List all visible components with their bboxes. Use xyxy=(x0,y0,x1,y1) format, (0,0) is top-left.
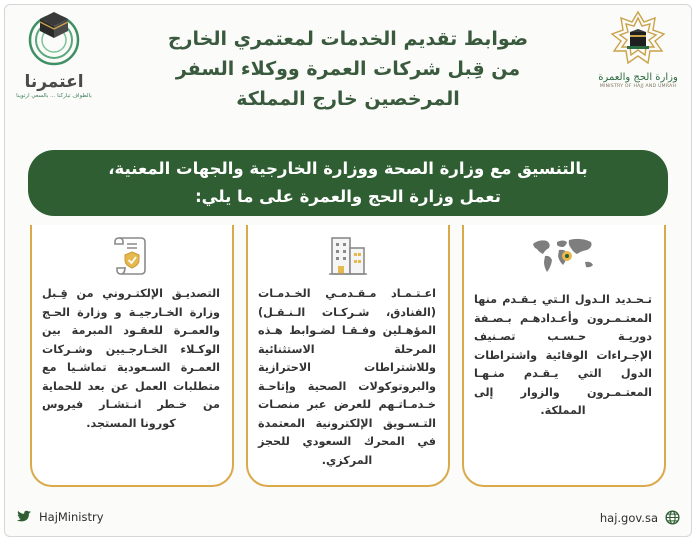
card-text-1: التصديـق الإلكتـروني من قِـبل وزارة الخـارجيـة و وزارة الحـج والعمـرة للعقـود المبرمة بين الوكـلاء الخـارجـيين وشـركات العمـرة السـعودية تماشـيا مع متطلبات العمل عن بعد للحماية من خـطر انـتشـار فيروس كورونا المستجد. xyxy=(42,287,220,430)
ministry-logo xyxy=(588,8,688,108)
campaign-name: اعتمرنا xyxy=(24,72,84,92)
website-url: haj.gov.sa xyxy=(599,510,658,525)
banner-line-2: تعمل وزارة الحج والعمرة على ما يلي: xyxy=(195,187,501,206)
card-text-2: اعـتـمـاد مـقـدمـي الخـدمـات (الفنادق، شـركـات الـنـقـل) المؤهـلين وفـقـا لضـوابط هـذه المرحلة الاستثنائية وللاشتراطات الاحترازية والبروتوكولات الصحية وإتاحـة خـدمـاتـهم للعرض عبر منصـات التـسـويق الإلكترونية المعتمدة في المحرك السعودي للحجز المركزي. xyxy=(258,287,436,467)
twitter-icon xyxy=(16,510,32,524)
kaaba-emblem-icon xyxy=(607,8,669,70)
ministry-name: وزارة الحج والعمرة xyxy=(598,72,678,83)
campaign-logo xyxy=(8,8,100,108)
card-text-3: تـحـديد الـدول الـتي يـقـدم منها المعتـمـرون وأعـدادهـم بـصـفة دوريـة حـسـب تصـنيف الإجـراءات الوقائية واشتراطات الدول التي يـقـدم منـهـا المعتـمـرون والزوار إلى المملكة. xyxy=(474,293,652,417)
globe-icon xyxy=(665,510,680,525)
title-line-1: ضوابط تقديم الخدمات لمعتمري الخارج xyxy=(167,28,529,50)
campaign-tagline: بالطواف تباركنا ... بالسعي ارتوينا xyxy=(16,93,92,99)
footer xyxy=(4,504,692,534)
twitter-link[interactable] xyxy=(16,510,104,524)
buildings-icon xyxy=(248,233,448,279)
world-map-icon xyxy=(464,233,664,279)
title-line-2: من قِبل شركات العمرة ووكلاء السفر xyxy=(175,58,521,80)
card-service-providers xyxy=(246,225,450,487)
card-countries xyxy=(462,225,666,487)
card-e-certification xyxy=(30,225,234,487)
twitter-handle: HajMinistry xyxy=(39,510,104,524)
cards-row xyxy=(30,225,666,487)
ministry-name-en: MINISTRY OF HAJJ AND UMRAH xyxy=(599,84,677,89)
page-title xyxy=(120,24,576,114)
intro-banner xyxy=(28,150,668,216)
banner-line-1: بالتنسيق مع وزارة الصحة ووزارة الخارجية والجهات المعنية، xyxy=(108,159,588,178)
kaaba-circle-icon xyxy=(24,8,84,66)
certificate-icon xyxy=(32,233,232,279)
website-link[interactable] xyxy=(600,510,680,525)
title-line-3: المرخصين خارج المملكة xyxy=(236,88,460,110)
